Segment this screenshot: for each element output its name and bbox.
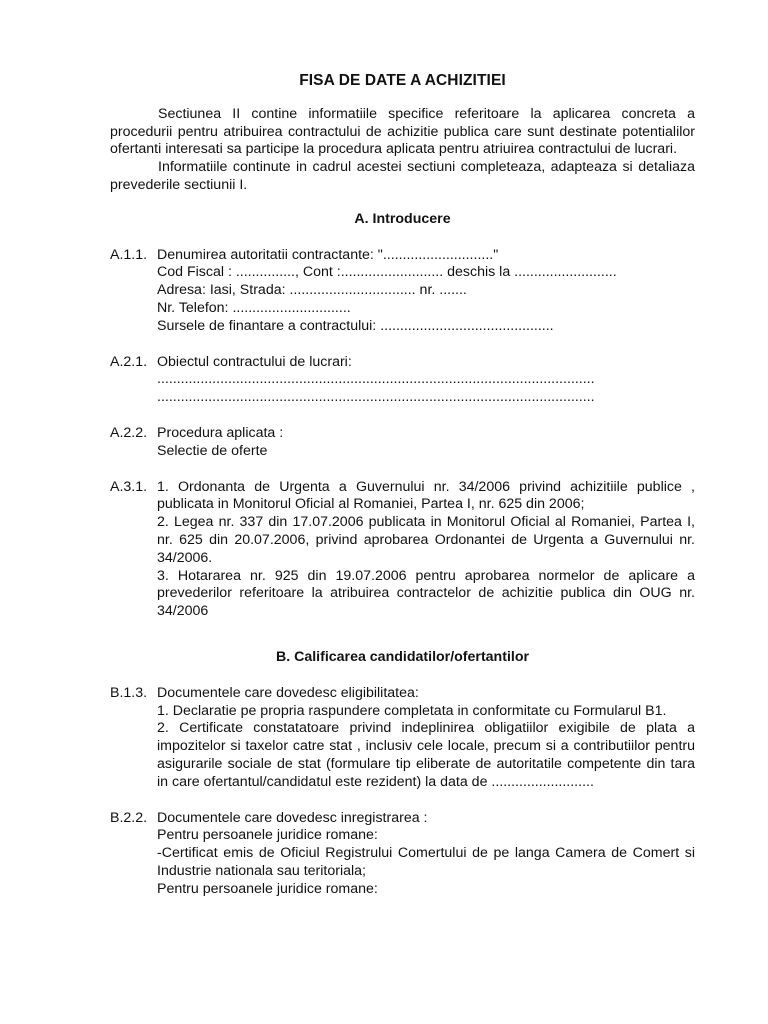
clause-line: Sursele de finantare a contractului: ............................................ [157, 317, 554, 334]
intro-paragraph-2: Informatiile continute in cadrul acestei sectiuni completeaza, adapteaza si detaliaza prevederile sectiunii I. [110, 159, 695, 193]
clause-a-1-1 [110, 247, 695, 336]
clause-number: B.2.2. [110, 809, 148, 826]
clause-line: Procedura aplicata : [157, 424, 284, 441]
clause-line: ............................................................................................................... [157, 389, 595, 406]
clause-number: B.1.3. [110, 684, 148, 701]
clause-b-2-2 [110, 810, 695, 899]
clause-line: Adresa: Iasi, Strada: ................................ nr. ....... [157, 282, 467, 299]
clause-line: Documentele care dovedesc inregistrarea : [157, 809, 428, 826]
clause-a-2-2 [110, 425, 695, 461]
clause-a-2-1 [110, 354, 695, 407]
clause-a-3-1 [110, 479, 695, 621]
clause-line: 1. Declaratie pe propria raspundere completata in conformitate cu Formularul B1. [157, 702, 667, 719]
section-a-heading: A. Introducere [354, 210, 451, 227]
clause-number: A.1.1. [110, 246, 148, 263]
clause-line: Documentele care dovedesc eligibilitatea: [157, 684, 419, 701]
clause-line: -Certificat emis de Oficiul Registrului Comertului de pe langa Camera de Comert si Industrie nationala sau teritoriala; [157, 845, 695, 879]
clause-line: 1. Ordonanta de Urgenta a Guvernului nr. 34/2006 privind achizitiile publice , publicata in Monitorul Oficial al Romaniei, Partea I, nr. 625 din 2006; [157, 478, 695, 513]
clause-line: Pentru persoanele juridice romane: [157, 880, 378, 897]
clause-line: Nr. Telefon: .............................. [157, 299, 351, 316]
clause-line: Pentru persoanele juridice romane: [157, 827, 378, 844]
clause-line: Cod Fiscal : ..............., Cont :.......................... deschis la .......................... [157, 264, 617, 281]
section-b-heading: B. Calificarea candidatilor/ofertantilor [275, 648, 530, 665]
intro-paragraph-1: Sectiunea II contine informatiile specifice referitoare la aplicarea concreta a procedurii pentru atribuirea contractului de achizitie publica care sunt destinate potentialilor ofertanti interesati sa participe la procedura aplicata pentru atriuirea contractului de lucrari. [110, 105, 695, 158]
clause-line: 3. Hotararea nr. 925 din 19.07.2006 pentru aprobarea normelor de aplicare a prevederilor referitoare la atribuirea contractelor de achizitie publica din OUG nr. 34/2006 [157, 567, 695, 620]
clause-number: A.2.1. [110, 353, 148, 370]
clause-line: 2. Certificate constatatoare privind indeplinirea obligatiilor exigibile de plata a impozitelor si taxelor catre stat , inclusiv cele locale, precum si a contributiilor pentru asigurarile sociale de stat (formulare tip eliberate de autoritatile competente din tara in care ofertantul/candidatul este rezident) la data de .......................... [157, 720, 695, 790]
clause-line: 2. Legea nr. 337 din 17.07.2006 publicata in Monitorul Oficial al Romaniei, Partea I, nr. 625 din 20.07.2006, privind aprobarea Ordonantei de Urgenta a Guvernului nr. 34/2006. [157, 514, 695, 566]
document-title: FISA DE DATE A ACHIZITIEI [299, 72, 506, 89]
clause-line: Obiectul contractului de lucrari: [157, 353, 352, 370]
clause-number: A.2.2. [110, 424, 148, 441]
clause-line: ............................................................................................................... [157, 371, 595, 388]
document-page [110, 72, 695, 898]
clause-line: Selectie de oferte [157, 442, 268, 459]
clause-line: Denumirea autoritatii contractante: "............................" [157, 246, 499, 263]
clause-number: A.3.1. [110, 478, 148, 495]
clause-b-1-3 [110, 685, 695, 792]
